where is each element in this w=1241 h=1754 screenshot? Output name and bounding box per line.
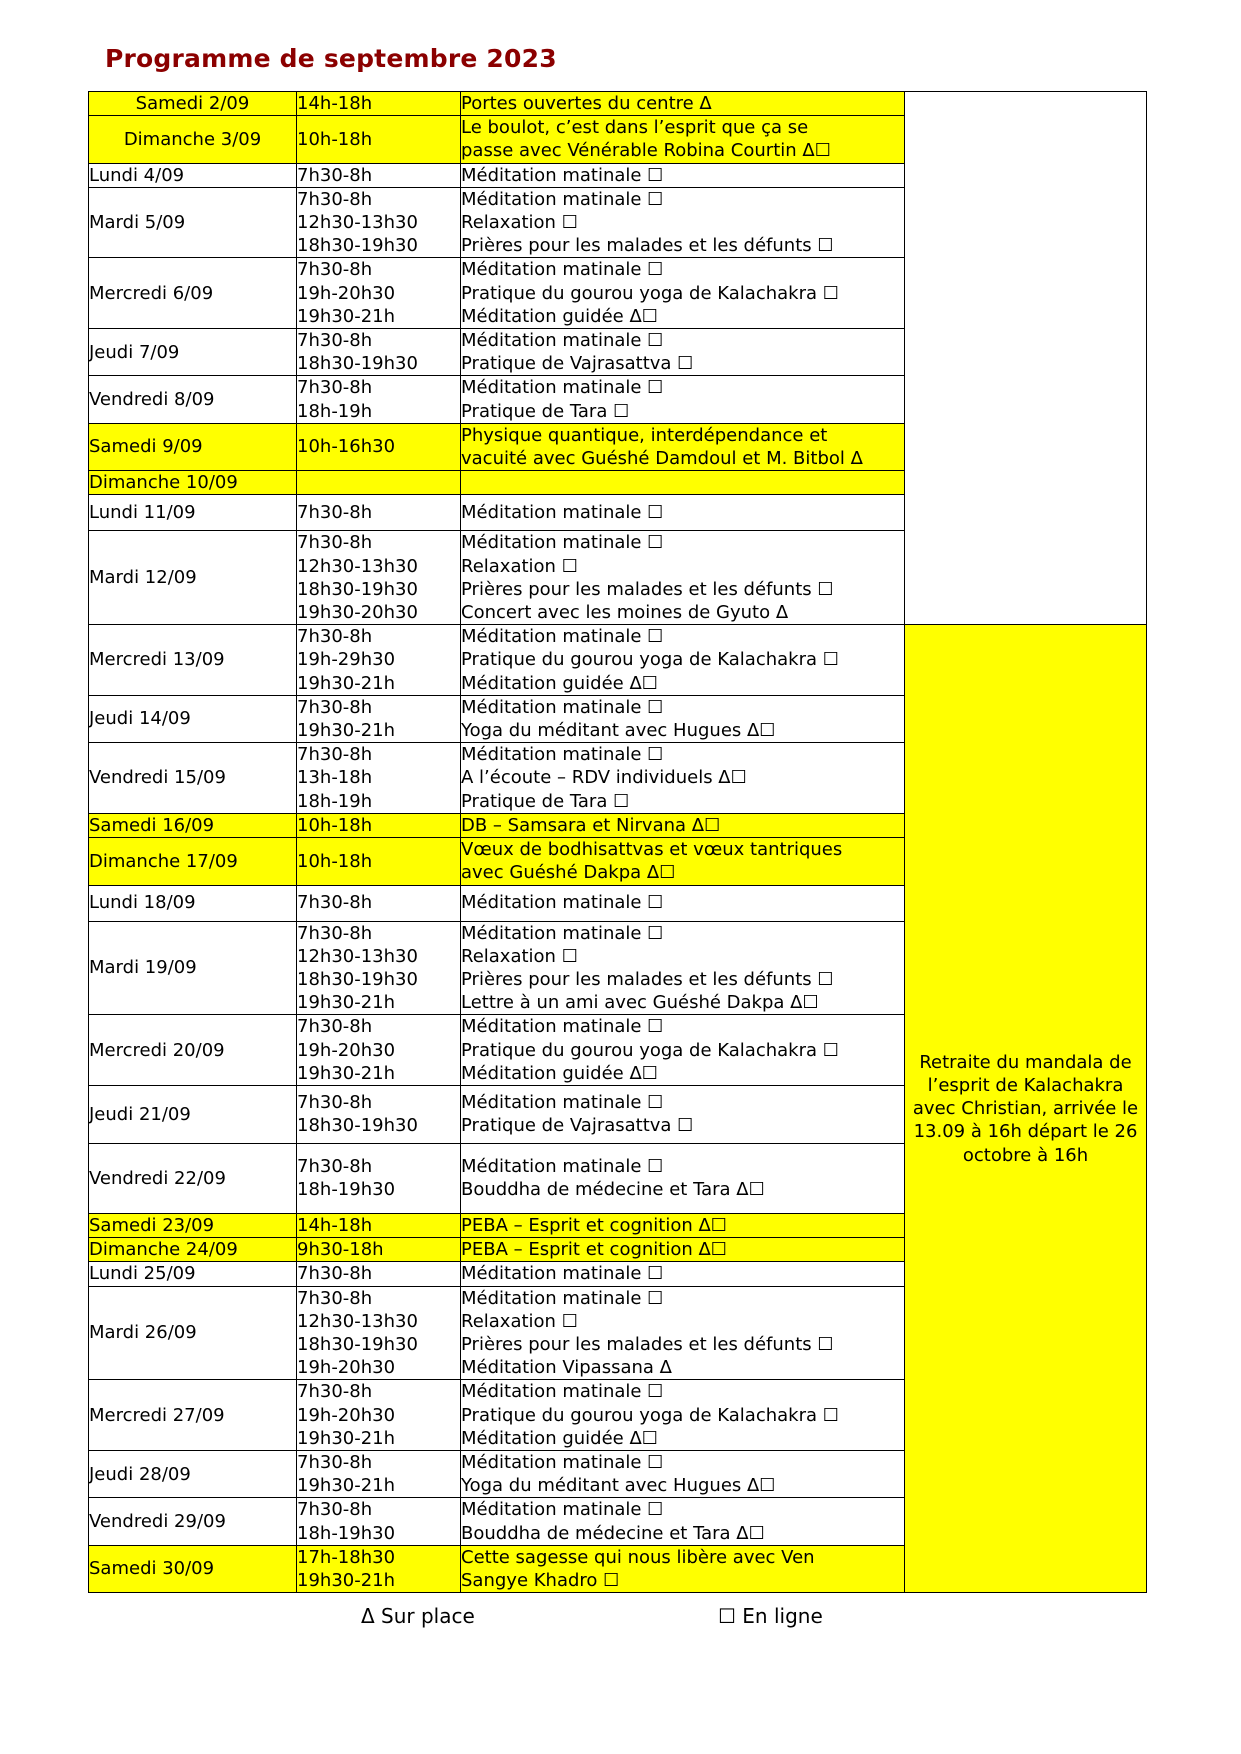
page-title: Programme de septembre 2023 bbox=[105, 44, 557, 73]
retreat-note: Retraite du mandala de l’esprit de Kalachakra avec Christian, arrivée le 13.09 à 16h départ le 26 octobre à 16h bbox=[905, 625, 1147, 1593]
activity-cell bbox=[461, 1545, 905, 1592]
time-cell bbox=[297, 743, 461, 814]
time-cell bbox=[297, 1213, 461, 1237]
time-cell bbox=[297, 885, 461, 921]
day-cell: Mercredi 27/09 bbox=[89, 1380, 297, 1451]
activity-cell bbox=[461, 1238, 905, 1262]
activity-line: A l’écoute – RDV individuels Δ☐ bbox=[461, 767, 747, 789]
time-cell bbox=[297, 258, 461, 329]
activity-line: Prières pour les malades et les défunts ☐ bbox=[461, 235, 834, 257]
time-cell bbox=[297, 376, 461, 423]
activity-line: Méditation matinale ☐ bbox=[461, 1381, 664, 1403]
time-slot: 18h30-19h30 bbox=[297, 353, 418, 375]
time-slot: 19h30-21h bbox=[297, 720, 396, 742]
time-cell bbox=[297, 1380, 461, 1451]
time-slot: 12h30-13h30 bbox=[297, 212, 418, 234]
activity-line: Portes ouvertes du centre Δ bbox=[461, 93, 712, 114]
day-cell: Mardi 5/09 bbox=[89, 187, 297, 258]
activity-cell bbox=[461, 1286, 905, 1380]
time-slot: 18h30-19h30 bbox=[297, 1333, 418, 1355]
day-cell: Mardi 26/09 bbox=[89, 1286, 297, 1380]
activity-line: Yoga du méditant avec Hugues Δ☐ bbox=[461, 1475, 776, 1497]
time-slot: 19h30-21h bbox=[297, 1062, 396, 1084]
time-slot: 12h30-13h30 bbox=[297, 1310, 418, 1332]
time-slot: 19h-20h30 bbox=[297, 1357, 396, 1379]
activity-line: Prières pour les malades et les défunts ☐ bbox=[461, 1333, 834, 1355]
time-slot: 7h30-8h bbox=[297, 1381, 373, 1403]
time-slot: 19h30-21h bbox=[297, 305, 396, 327]
time-cell bbox=[297, 531, 461, 625]
time-slot: 7h30-8h bbox=[297, 892, 373, 914]
activity-line: Méditation matinale ☐ bbox=[461, 922, 664, 944]
activity-cell bbox=[461, 625, 905, 696]
time-slot: 19h30-21h bbox=[297, 992, 396, 1014]
time-cell bbox=[297, 495, 461, 531]
time-slot: 7h30-8h bbox=[297, 1016, 373, 1038]
activity-line: Méditation matinale ☐ bbox=[461, 377, 664, 399]
activity-line: Méditation matinale ☐ bbox=[461, 259, 664, 281]
time-cell bbox=[297, 116, 461, 163]
time-slot: 19h30-21h bbox=[297, 672, 396, 694]
time-cell bbox=[297, 1498, 461, 1545]
activity-line: DB – Samsara et Nirvana Δ☐ bbox=[461, 814, 721, 836]
time-cell bbox=[297, 1143, 461, 1213]
activity-cell bbox=[461, 885, 905, 921]
time-cell bbox=[297, 471, 461, 495]
time-slot: 7h30-8h bbox=[297, 744, 373, 766]
activity-cell bbox=[461, 116, 905, 163]
time-cell bbox=[297, 1015, 461, 1086]
time-slot: 7h30-8h bbox=[297, 330, 373, 352]
time-cell bbox=[297, 838, 461, 885]
time-slot: 19h-29h30 bbox=[297, 649, 396, 671]
legend-onsite: Δ Sur place bbox=[361, 1604, 475, 1628]
time-cell bbox=[297, 1238, 461, 1262]
time-slot: 7h30-8h bbox=[297, 259, 373, 281]
schedule-body bbox=[89, 92, 1147, 1593]
time-slot: 19h-20h30 bbox=[297, 282, 396, 304]
time-slot: 7h30-8h bbox=[297, 1263, 373, 1285]
day-cell: Samedi 16/09 bbox=[89, 813, 297, 837]
activity-line: Méditation guidée Δ☐ bbox=[461, 672, 658, 694]
time-cell bbox=[297, 1286, 461, 1380]
time-cell bbox=[297, 1262, 461, 1286]
activity-line: Méditation guidée Δ☐ bbox=[461, 305, 658, 327]
time-cell bbox=[297, 163, 461, 187]
activity-line: Méditation matinale ☐ bbox=[461, 1263, 664, 1285]
time-slot: 13h-18h bbox=[297, 767, 373, 789]
activity-line: Pratique de Vajrasattva ☐ bbox=[461, 1115, 694, 1137]
time-slot: 12h30-13h30 bbox=[297, 945, 418, 967]
activity-line: Méditation matinale ☐ bbox=[461, 626, 664, 648]
time-slot: 10h-18h bbox=[297, 814, 373, 836]
day-cell: Dimanche 17/09 bbox=[89, 838, 297, 885]
day-cell: Samedi 23/09 bbox=[89, 1213, 297, 1237]
activity-line: Pratique de Vajrasattva ☐ bbox=[461, 353, 694, 375]
time-slot: 7h30-8h bbox=[297, 1287, 373, 1309]
activity-line: Méditation matinale ☐ bbox=[461, 164, 664, 186]
time-cell bbox=[297, 813, 461, 837]
activity-cell bbox=[461, 1015, 905, 1086]
time-slot: 7h30-8h bbox=[297, 1156, 373, 1178]
day-cell: Jeudi 14/09 bbox=[89, 695, 297, 742]
activity-cell bbox=[461, 695, 905, 742]
time-slot: 18h30-19h30 bbox=[297, 578, 418, 600]
activity-line: Pratique du gourou yoga de Kalachakra ☐ bbox=[461, 1039, 839, 1061]
activity-line: Relaxation ☐ bbox=[461, 1310, 578, 1332]
activity-line: Prières pour les malades et les défunts ☐ bbox=[461, 578, 834, 600]
time-slot: 18h30-19h30 bbox=[297, 968, 418, 990]
time-slot: 7h30-8h bbox=[297, 1499, 373, 1521]
activity-cell bbox=[461, 1450, 905, 1497]
activity-line: Lettre à un ami avec Guéshé Dakpa Δ☐ bbox=[461, 992, 819, 1014]
activity-line: Cette sagesse qui nous libère avec Ven bbox=[461, 1546, 815, 1568]
activity-line: Méditation matinale ☐ bbox=[461, 1499, 664, 1521]
activity-cell bbox=[461, 471, 905, 495]
activity-line: Vœux de bodhisattvas et vœux tantriques bbox=[461, 839, 843, 861]
activity-line: Méditation matinale ☐ bbox=[461, 696, 664, 718]
activity-line: Pratique de Tara ☐ bbox=[461, 790, 630, 812]
time-slot: 7h30-8h bbox=[297, 164, 373, 186]
activity-cell bbox=[461, 1213, 905, 1237]
activity-cell bbox=[461, 921, 905, 1015]
time-slot: 7h30-8h bbox=[297, 532, 373, 554]
day-cell: Lundi 18/09 bbox=[89, 885, 297, 921]
time-cell bbox=[297, 921, 461, 1015]
time-slot: 14h-18h bbox=[297, 1214, 373, 1236]
time-cell bbox=[297, 695, 461, 742]
activity-cell bbox=[461, 1498, 905, 1545]
activity-cell bbox=[461, 1380, 905, 1451]
time-cell bbox=[297, 187, 461, 258]
time-slot: 18h-19h30 bbox=[297, 1522, 396, 1544]
activity-cell bbox=[461, 92, 905, 116]
time-slot: 14h-18h bbox=[297, 93, 373, 114]
activity-line: Pratique du gourou yoga de Kalachakra ☐ bbox=[461, 282, 839, 304]
time-cell bbox=[297, 1085, 461, 1143]
time-cell bbox=[297, 1450, 461, 1497]
activity-line: Relaxation ☐ bbox=[461, 555, 578, 577]
activity-line: Méditation matinale ☐ bbox=[461, 1092, 664, 1114]
activity-cell bbox=[461, 258, 905, 329]
note-cell-empty bbox=[905, 92, 1147, 625]
day-cell: Lundi 4/09 bbox=[89, 163, 297, 187]
activity-line: passe avec Vénérable Robina Courtin Δ☐ bbox=[461, 140, 831, 162]
activity-line: Méditation matinale ☐ bbox=[461, 502, 664, 524]
activity-line: PEBA – Esprit et cognition Δ☐ bbox=[461, 1214, 727, 1236]
activity-cell bbox=[461, 187, 905, 258]
activity-line: Physique quantique, interdépendance et bbox=[461, 424, 828, 446]
activity-cell bbox=[461, 376, 905, 423]
time-slot: 17h-18h30 bbox=[297, 1546, 396, 1568]
day-cell: Vendredi 15/09 bbox=[89, 743, 297, 814]
activity-line: avec Guéshé Dakpa Δ☐ bbox=[461, 862, 676, 884]
time-slot: 18h-19h bbox=[297, 400, 373, 422]
table-row bbox=[89, 625, 1147, 696]
time-slot: 19h30-21h bbox=[297, 1475, 396, 1497]
legend-online: ☐ En ligne bbox=[718, 1604, 823, 1628]
activity-line: PEBA – Esprit et cognition Δ☐ bbox=[461, 1239, 727, 1261]
day-cell: Vendredi 29/09 bbox=[89, 1498, 297, 1545]
time-slot: 7h30-8h bbox=[297, 696, 373, 718]
activity-line: Méditation matinale ☐ bbox=[461, 1016, 664, 1038]
activity-cell bbox=[461, 743, 905, 814]
time-slot: 19h30-21h bbox=[297, 1569, 396, 1591]
day-cell: Mardi 19/09 bbox=[89, 921, 297, 1015]
activity-line: Méditation guidée Δ☐ bbox=[461, 1427, 658, 1449]
day-cell: Dimanche 24/09 bbox=[89, 1238, 297, 1262]
activity-cell bbox=[461, 838, 905, 885]
time-slot: 19h30-20h30 bbox=[297, 602, 418, 624]
time-slot: 7h30-8h bbox=[297, 1451, 373, 1473]
activity-line: Pratique du gourou yoga de Kalachakra ☐ bbox=[461, 1404, 839, 1426]
time-slot: 10h-18h bbox=[297, 850, 373, 872]
activity-line: Méditation matinale ☐ bbox=[461, 1451, 664, 1473]
activity-line: Le boulot, c’est dans l’esprit que ça se bbox=[461, 117, 809, 139]
activity-line: Méditation Vipassana Δ bbox=[461, 1357, 672, 1379]
time-cell bbox=[297, 1545, 461, 1592]
activity-cell bbox=[461, 1262, 905, 1286]
activity-line: Méditation matinale ☐ bbox=[461, 1287, 664, 1309]
time-cell bbox=[297, 92, 461, 116]
day-cell: Mercredi 13/09 bbox=[89, 625, 297, 696]
day-cell: Dimanche 10/09 bbox=[89, 471, 297, 495]
time-slot: 7h30-8h bbox=[297, 1092, 373, 1114]
day-cell: Jeudi 21/09 bbox=[89, 1085, 297, 1143]
activity-line: Bouddha de médecine et Tara Δ☐ bbox=[461, 1179, 765, 1201]
activity-line: Sangye Khadro ☐ bbox=[461, 1569, 620, 1591]
activity-cell bbox=[461, 1143, 905, 1213]
time-slot: 18h30-19h30 bbox=[297, 1115, 418, 1137]
time-slot: 7h30-8h bbox=[297, 626, 373, 648]
time-slot: 9h30-18h bbox=[297, 1239, 384, 1261]
day-cell: Jeudi 7/09 bbox=[89, 329, 297, 376]
time-slot: 18h-19h30 bbox=[297, 1179, 396, 1201]
day-cell: Vendredi 22/09 bbox=[89, 1143, 297, 1213]
activity-line: Méditation matinale ☐ bbox=[461, 744, 664, 766]
activity-line: Pratique du gourou yoga de Kalachakra ☐ bbox=[461, 649, 839, 671]
activity-cell bbox=[461, 531, 905, 625]
time-slot: 7h30-8h bbox=[297, 502, 373, 524]
table-row bbox=[89, 92, 1147, 116]
time-slot: 7h30-8h bbox=[297, 188, 373, 210]
activity-cell bbox=[461, 423, 905, 470]
day-cell: Samedi 2/09 bbox=[89, 92, 297, 116]
day-cell: Mercredi 6/09 bbox=[89, 258, 297, 329]
activity-line: Méditation matinale ☐ bbox=[461, 892, 664, 914]
schedule-table bbox=[88, 91, 1147, 1593]
activity-line: Méditation matinale ☐ bbox=[461, 188, 664, 210]
activity-line: Méditation matinale ☐ bbox=[461, 1156, 664, 1178]
time-slot: 7h30-8h bbox=[297, 377, 373, 399]
activity-line: Concert avec les moines de Gyuto Δ bbox=[461, 602, 789, 624]
time-slot: 10h-18h bbox=[297, 128, 373, 150]
day-cell: Lundi 11/09 bbox=[89, 495, 297, 531]
activity-cell bbox=[461, 163, 905, 187]
day-cell: Mardi 12/09 bbox=[89, 531, 297, 625]
day-cell: Dimanche 3/09 bbox=[89, 116, 297, 163]
time-slot: 19h-20h30 bbox=[297, 1404, 396, 1426]
activity-line: Prières pour les malades et les défunts ☐ bbox=[461, 968, 834, 990]
activity-line: Méditation guidée Δ☐ bbox=[461, 1062, 658, 1084]
day-cell: Mercredi 20/09 bbox=[89, 1015, 297, 1086]
activity-line: Pratique de Tara ☐ bbox=[461, 400, 630, 422]
time-cell bbox=[297, 423, 461, 470]
time-slot: 19h30-21h bbox=[297, 1427, 396, 1449]
time-slot: 10h-16h30 bbox=[297, 436, 396, 458]
time-slot: 18h-19h bbox=[297, 790, 373, 812]
activity-cell bbox=[461, 813, 905, 837]
time-slot: 19h-20h30 bbox=[297, 1039, 396, 1061]
activity-line: Relaxation ☐ bbox=[461, 945, 578, 967]
activity-cell bbox=[461, 329, 905, 376]
day-cell: Samedi 30/09 bbox=[89, 1545, 297, 1592]
time-cell bbox=[297, 329, 461, 376]
activity-line: Yoga du méditant avec Hugues Δ☐ bbox=[461, 720, 776, 742]
activity-line: Méditation matinale ☐ bbox=[461, 330, 664, 352]
time-slot: 18h30-19h30 bbox=[297, 235, 418, 257]
activity-line: Bouddha de médecine et Tara Δ☐ bbox=[461, 1522, 765, 1544]
time-cell bbox=[297, 625, 461, 696]
activity-cell bbox=[461, 495, 905, 531]
day-cell: Vendredi 8/09 bbox=[89, 376, 297, 423]
activity-cell bbox=[461, 1085, 905, 1143]
time-slot: 7h30-8h bbox=[297, 922, 373, 944]
day-cell: Lundi 25/09 bbox=[89, 1262, 297, 1286]
activity-line: Relaxation ☐ bbox=[461, 212, 578, 234]
activity-line: Méditation matinale ☐ bbox=[461, 532, 664, 554]
activity-line: vacuité avec Guéshé Damdoul et M. Bitbol Δ bbox=[461, 448, 863, 470]
day-cell: Jeudi 28/09 bbox=[89, 1450, 297, 1497]
day-cell: Samedi 9/09 bbox=[89, 423, 297, 470]
time-slot: 12h30-13h30 bbox=[297, 555, 418, 577]
